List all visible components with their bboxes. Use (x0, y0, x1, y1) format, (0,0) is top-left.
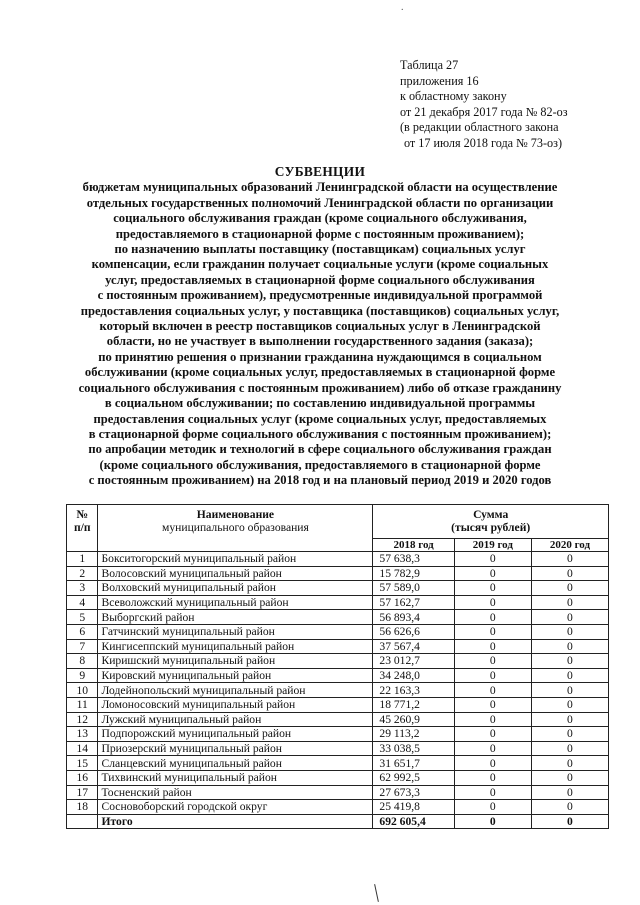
row-number: 17 (67, 785, 98, 800)
row-number: 14 (67, 741, 98, 756)
row-number: 11 (67, 697, 98, 712)
title-line: отдельных государственных полномочий Ленинградской области по организации (86, 195, 554, 210)
row-number: 9 (67, 668, 98, 683)
row-municipality: Сосновоборский городской округ (98, 800, 373, 815)
title-main: СУБВЕНЦИИ (274, 164, 366, 179)
row-municipality: Всеволожский муниципальный район (98, 595, 373, 610)
row-value-2020: 0 (531, 610, 608, 625)
title-line: по апробации методик и технологий в сфере социального обслуживания граждан (88, 442, 552, 457)
row-value-2019: 0 (454, 712, 531, 727)
table-row (67, 727, 609, 742)
row-value-2019: 0 (454, 581, 531, 596)
row-value-2020: 0 (531, 683, 608, 698)
table-row (67, 624, 609, 639)
row-value-2018: 29 113,2 (373, 727, 454, 742)
row-municipality: Подпорожский муниципальный район (98, 727, 373, 742)
table-row (67, 581, 609, 596)
table-row (67, 800, 609, 815)
row-value-2020: 0 (531, 712, 608, 727)
table-row (67, 697, 609, 712)
row-value-2019: 0 (454, 683, 531, 698)
row-value-2018: 56 626,6 (373, 624, 454, 639)
row-value-2019: 0 (454, 668, 531, 683)
row-municipality: Ломоносовский муниципальный район (98, 697, 373, 712)
header-line: (в редакции областного закона (400, 120, 559, 135)
row-municipality: Кингисеппский муниципальный район (98, 639, 373, 654)
row-value-2018: 57 162,7 (373, 595, 454, 610)
table-row (67, 610, 609, 625)
row-municipality: Бокситогорский муниципальный район (98, 552, 373, 567)
row-number: 7 (67, 639, 98, 654)
row-municipality: Лужский муниципальный район (98, 712, 373, 727)
row-value-2018: 23 012,7 (373, 654, 454, 669)
row-value-2020: 0 (531, 624, 608, 639)
title-line: области, но не участвует в выполнении государственного задания (заказа); (106, 334, 534, 349)
title-line: с постоянным проживанием), предусмотренные индивидуальной программой (97, 288, 543, 303)
row-value-2020: 0 (531, 566, 608, 581)
col-header-year-2020: 2020 год (531, 539, 608, 552)
row-value-2018: 33 038,5 (373, 741, 454, 756)
row-value-2019: 0 (454, 800, 531, 815)
table-row (67, 668, 609, 683)
total-2019: 0 (454, 814, 531, 829)
row-value-2018: 34 248,0 (373, 668, 454, 683)
row-municipality: Выборгский район (98, 610, 373, 625)
row-number: 13 (67, 727, 98, 742)
title-line: с постоянным проживанием) на 2018 год и на плановый период 2019 и 2020 годов (88, 473, 552, 488)
col-header-sum (373, 505, 609, 539)
row-value-2019: 0 (454, 741, 531, 756)
row-value-2018: 22 163,3 (373, 683, 454, 698)
table-row (67, 654, 609, 669)
col-header-num-1: № (76, 508, 89, 521)
table-row (67, 683, 609, 698)
col-header-name-1: Наименование (196, 508, 275, 521)
title-line: в стационарной форме социального обслуживания с постоянным проживанием); (88, 426, 552, 441)
row-value-2018: 45 260,9 (373, 712, 454, 727)
row-number: 12 (67, 712, 98, 727)
row-value-2020: 0 (531, 785, 608, 800)
header-line: к областному закону (400, 89, 507, 104)
row-number: 18 (67, 800, 98, 815)
total-num-cell (67, 814, 98, 829)
row-value-2020: 0 (531, 595, 608, 610)
row-value-2020: 0 (531, 770, 608, 785)
header-line: Таблица 27 (400, 58, 459, 72)
document-header (400, 58, 568, 152)
header-line: от 21 декабря 2017 года № 82-оз (400, 104, 568, 119)
row-value-2019: 0 (454, 610, 531, 625)
row-value-2020: 0 (531, 697, 608, 712)
row-value-2018: 37 567,4 (373, 639, 454, 654)
table-row (67, 595, 609, 610)
row-number: 2 (67, 566, 98, 581)
row-municipality: Гатчинский муниципальный район (98, 624, 373, 639)
row-value-2018: 31 651,7 (373, 756, 454, 771)
row-number: 15 (67, 756, 98, 771)
table-row (67, 639, 609, 654)
title-line: который включен в реестр поставщиков социальных услуг в Ленинградской (99, 319, 541, 334)
row-municipality: Лодейнопольский муниципальный район (98, 683, 373, 698)
row-value-2019: 0 (454, 697, 531, 712)
row-value-2019: 0 (454, 552, 531, 567)
title-line: по назначению выплаты поставщику (поставщикам) социальных услуг (114, 242, 526, 257)
row-value-2018: 62 992,5 (373, 770, 454, 785)
row-value-2020: 0 (531, 668, 608, 683)
row-value-2020: 0 (531, 756, 608, 771)
title-line: предоставляемого в стационарной форме с постоянным проживанием); (115, 226, 525, 241)
row-municipality: Тосненский район (98, 785, 373, 800)
row-municipality: Сланцевский муниципальный район (98, 756, 373, 771)
title-line: социального обслуживания граждан (кроме социального обслуживания, (113, 211, 527, 226)
row-value-2018: 57 589,0 (373, 581, 454, 596)
row-number: 8 (67, 654, 98, 669)
row-value-2019: 0 (454, 624, 531, 639)
col-header-num (67, 505, 98, 552)
total-2020: 0 (531, 814, 608, 829)
col-header-year-2019: 2019 год (454, 539, 531, 552)
row-number: 5 (67, 610, 98, 625)
row-number: 3 (67, 581, 98, 596)
row-value-2019: 0 (454, 785, 531, 800)
title-line: бюджетам муниципальных образований Ленинградской области на осуществление (82, 180, 558, 195)
scan-mark: . (401, 2, 404, 13)
row-value-2019: 0 (454, 756, 531, 771)
pen-mark (374, 884, 379, 902)
row-value-2018: 15 782,9 (373, 566, 454, 581)
row-value-2020: 0 (531, 581, 608, 596)
row-value-2020: 0 (531, 741, 608, 756)
table-row (67, 552, 609, 567)
table-row (67, 566, 609, 581)
total-2018: 692 605,4 (373, 814, 454, 829)
row-value-2018: 27 673,3 (373, 785, 454, 800)
header-line: от 17 июля 2018 года № 73-оз) (404, 135, 563, 150)
row-value-2020: 0 (531, 727, 608, 742)
title-line: по принятию решения о признании гражданина нуждающимся в социальном (98, 349, 542, 364)
col-header-sum-2: (тысяч рублей) (451, 521, 531, 534)
row-value-2020: 0 (531, 552, 608, 567)
row-number: 10 (67, 683, 98, 698)
row-value-2019: 0 (454, 770, 531, 785)
row-municipality: Приозерский муниципальный район (98, 741, 373, 756)
table-body (67, 552, 609, 815)
subventions-table (66, 504, 609, 829)
row-value-2019: 0 (454, 566, 531, 581)
title-line: услуг, предоставляемых в стационарной форме социального обслуживания (105, 272, 535, 287)
row-value-2019: 0 (454, 654, 531, 669)
title-line: социального обслуживания с постоянным проживанием) либо об отказе гражданину (78, 380, 562, 395)
title-line: (кроме социального обслуживания, предоставляемого в стационарной форме (99, 457, 541, 472)
row-number: 16 (67, 770, 98, 785)
col-header-year-2018: 2018 год (373, 539, 454, 552)
col-header-num-2: п/п (73, 521, 91, 534)
row-municipality: Волосовский муниципальный район (98, 566, 373, 581)
table-row (67, 785, 609, 800)
table-row (67, 770, 609, 785)
row-value-2018: 57 638,3 (373, 552, 454, 567)
row-value-2019: 0 (454, 595, 531, 610)
header-line: приложения 16 (400, 73, 479, 88)
document-title (0, 164, 640, 489)
col-header-sum-1: Сумма (473, 508, 509, 521)
row-value-2018: 25 419,8 (373, 800, 454, 815)
row-value-2019: 0 (454, 639, 531, 654)
title-line: в социальном обслуживании; по составлению индивидуальной программы (104, 396, 536, 411)
title-line: предоставления социальных услуг (кроме социальных услуг, предоставляемых (93, 411, 547, 426)
table-row (67, 712, 609, 727)
row-number: 6 (67, 624, 98, 639)
row-number: 4 (67, 595, 98, 610)
row-number: 1 (67, 552, 98, 567)
row-municipality: Волховский муниципальный район (98, 581, 373, 596)
table-total-row (67, 814, 609, 829)
row-municipality: Кировский муниципальный район (98, 668, 373, 683)
title-lines (0, 180, 640, 488)
row-value-2020: 0 (531, 639, 608, 654)
table-row (67, 756, 609, 771)
title-line: обслуживании (кроме социальных услуг, предоставляемых в стационарной форме (84, 365, 556, 380)
row-value-2019: 0 (454, 727, 531, 742)
row-municipality: Тихвинский муниципальный район (98, 770, 373, 785)
col-header-name (98, 505, 373, 552)
row-value-2018: 56 893,4 (373, 610, 454, 625)
col-header-name-2: муниципального образования (162, 521, 309, 534)
row-value-2018: 18 771,2 (373, 697, 454, 712)
row-municipality: Киришский муниципальный район (98, 654, 373, 669)
title-line: предоставления социальных услуг, у поставщика (поставщиков) социальных услуг, (80, 303, 560, 318)
total-label: Итого (98, 814, 373, 829)
table-row (67, 741, 609, 756)
row-value-2020: 0 (531, 654, 608, 669)
row-value-2020: 0 (531, 800, 608, 815)
title-line: компенсации, если гражданин получает социальные услуги (кроме социальных (91, 257, 549, 272)
